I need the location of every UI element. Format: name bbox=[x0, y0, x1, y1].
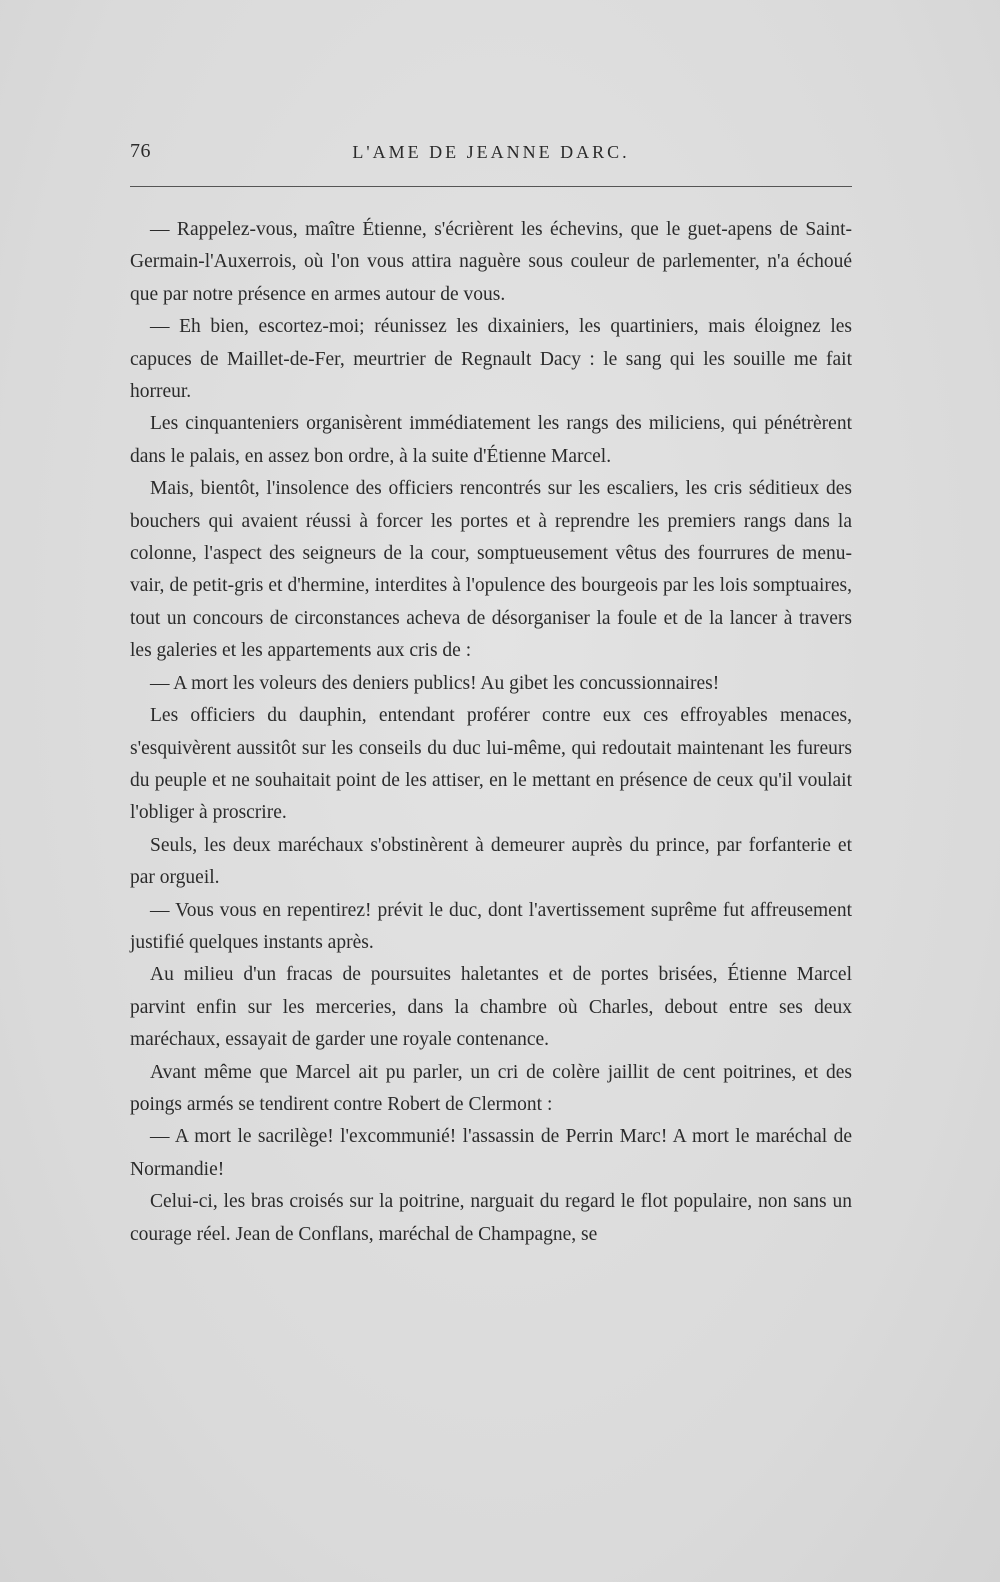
running-title: L'AME DE JEANNE DARC. bbox=[352, 142, 630, 162]
paragraph: Les cinquanteniers organisèrent immédiatement les rangs des miliciens, qui pénétrèrent dans le palais, en assez bon ordre, à la suite d'Étienne Marcel. bbox=[130, 413, 852, 467]
paragraph: — A mort les voleurs des deniers publics! Au gibet les concussionnaires! bbox=[150, 672, 720, 694]
paragraph: Seuls, les deux maréchaux s'obstinèrent à demeurer auprès du prince, par forfanterie et par orgueil. bbox=[130, 834, 852, 889]
paragraph: Avant même que Marcel ait pu parler, un cri de colère jaillit de cent poitrines, et des poings armés se tendirent contre Robert de Clermont : bbox=[130, 1061, 852, 1115]
paragraph: Celui-ci, les bras croisés sur la poitrine, narguait du regard le flot populaire, non sans un courage réel. Jean de Conflans, maréchal de Champagne, se bbox=[130, 1191, 852, 1245]
paragraph: — A mort le sacrilège! l'excommunié! l'assassin de Perrin Marc! A mort le maréchal de Normandie! bbox=[130, 1126, 852, 1180]
paragraph: — Rappelez-vous, maître Étienne, s'écrièrent les échevins, que le guet-apens de Saint-Germain-l'Auxerrois, où l'on vous attira naguère sous couleur de parlementer, n'a échoué que par notre présence en armes autour de vous. bbox=[130, 219, 852, 305]
body-text bbox=[130, 214, 852, 1251]
paragraph: Mais, bientôt, l'insolence des officiers rencontrés sur les escaliers, les cris séditieux des bouchers qui avaient réussi à forcer les portes et à reprendre les premiers rangs dans la colonne, l'aspect des seigneurs de la cour, somptueusement vêtus des fourrures de menu-vair, de petit-gris et d'hermine, interdites à l'opulence des bourgeois par les lois somptuaires, tout un concours de circonstances acheva de désorganiser la foule et de la lancer à travers les galeries et les appartements aux cris de : bbox=[130, 478, 852, 662]
header-rule bbox=[130, 186, 852, 187]
paragraph: Les officiers du dauphin, entendant proférer contre eux ces effroyables menaces, s'esquivèrent aussitôt sur les conseils du duc lui-même, qui redoutait maintenant les fureurs du peuple et ne souhaitait point de les attiser, en le mettant en présence de ceux qu'il voulait l'obliger à proscrire. bbox=[130, 705, 852, 824]
page-header bbox=[130, 140, 852, 170]
paragraph: — Vous vous en repentirez! prévit le duc, dont l'avertissement suprême fut affreusement justifié quelques instants après. bbox=[130, 899, 852, 953]
paragraph: — Eh bien, escortez-moi; réunissez les dixainiers, les quartiniers, mais éloignez les capuces de Maillet-de-Fer, meurtrier de Regnault Dacy : le sang qui les souille me fait horreur. bbox=[130, 316, 852, 403]
page-number: 76 bbox=[130, 140, 151, 162]
paragraph: Au milieu d'un fracas de poursuites haletantes et de portes brisées, Étienne Marcel parvint enfin sur les merceries, dans la chambre où Charles, debout entre ses deux maréchaux, essayait de garder une royale contenance. bbox=[130, 964, 852, 1051]
